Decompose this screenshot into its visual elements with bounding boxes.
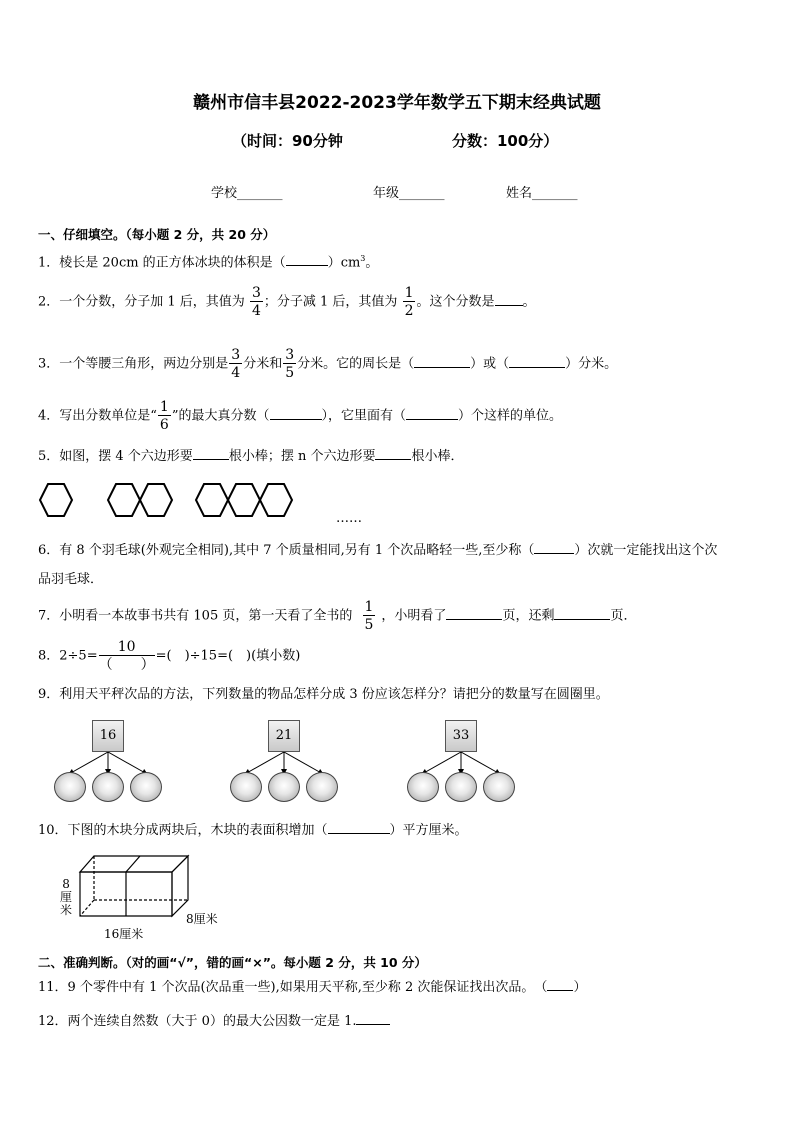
question-4 <box>38 400 562 432</box>
grade-field[interactable]: 年级_______ <box>373 186 445 201</box>
q7-text-d: 页． <box>610 608 637 624</box>
hexagon-3b <box>228 484 260 516</box>
tree-arrow <box>69 752 108 774</box>
answer-circle[interactable] <box>306 772 338 802</box>
q2-text-d: 。 <box>522 294 536 310</box>
q5-text-b: 根小棒；摆 n 个六边形要 <box>228 449 376 464</box>
answer-circle[interactable] <box>407 772 439 802</box>
answer-circle[interactable] <box>483 772 515 802</box>
q10-depth-label: 8厘米 <box>186 912 218 926</box>
q7-text-c: 页，还剩 <box>502 608 555 624</box>
q3-fraction-1: $\frac{3}{4}$ <box>231 347 241 381</box>
block-hidden-edge-2 <box>80 900 94 916</box>
q1-blank[interactable] <box>286 253 328 266</box>
q7-text-a: 7．小明看一本故事书共有 105 页，第一天看了全书的 <box>38 608 353 624</box>
q4-blank-2[interactable] <box>406 407 458 420</box>
section-1-heading: 一、仔细填空。（每小题 2 分，共 20 分） <box>38 227 276 242</box>
q1-superscript: 3 <box>360 254 366 263</box>
school-field[interactable]: 学校_______ <box>211 186 283 201</box>
q6-blank[interactable] <box>534 541 574 554</box>
hexagon-figure <box>36 478 296 524</box>
q4-blank-1[interactable] <box>270 407 322 420</box>
question-6-line-1 <box>38 541 717 560</box>
q10-blank[interactable] <box>328 821 390 834</box>
tree-number-box: 21 <box>268 720 300 752</box>
q3-text-a: 3．一个等腰三角形，两边分别是 <box>38 356 229 372</box>
wood-block-figure <box>76 852 192 918</box>
name-field[interactable]: 姓名_______ <box>506 186 578 201</box>
tree-arrow <box>461 752 500 774</box>
answer-circle[interactable] <box>230 772 262 802</box>
q6-text-a: 6．有 8 个羽毛球(外观完全相同),其中 7 个质量相同,另有 1 个次品略轻一些,至少称（ <box>38 543 535 558</box>
q5-text-c: 根小棒． <box>411 449 464 464</box>
q4-text-b: ”的最大真分数（ <box>171 408 270 424</box>
q5-text-a: 5．如图，摆 4 个六边形要 <box>38 449 193 464</box>
q7-text-b: ，小明看了 <box>381 608 447 624</box>
hexagon-3c <box>260 484 292 516</box>
question-2 <box>38 286 536 318</box>
tree-arrow <box>284 752 323 774</box>
q7-blank-1[interactable] <box>446 607 502 620</box>
q11-blank[interactable] <box>547 978 573 991</box>
hexagon-2b <box>140 484 172 516</box>
question-6-line-2: 品羽毛球． <box>38 572 104 587</box>
q10-height-label: 8 厘 米 <box>60 877 73 917</box>
q10-text-b: ）平方厘米。 <box>389 823 468 838</box>
q3-text-e: ）分米。 <box>565 356 618 372</box>
q1-text-c: 。 <box>365 255 379 271</box>
exam-time: （时间：90分钟 <box>232 132 343 150</box>
q3-fraction-2: $\frac{3}{5}$ <box>285 347 295 381</box>
answer-circle[interactable] <box>130 772 162 802</box>
q8-text-b: =( )÷15=( )(填小数) <box>155 648 301 664</box>
hexagon-1 <box>40 484 72 516</box>
q10-text-a: 10．下图的木块分成两块后，木块的表面积增加（ <box>38 823 328 838</box>
block-side-face <box>172 856 188 916</box>
answer-circle[interactable] <box>268 772 300 802</box>
q10-width-label: 16厘米 <box>104 927 144 941</box>
answer-circle[interactable] <box>92 772 124 802</box>
q8-text-a: 8．2÷5= <box>38 648 98 664</box>
tree-number-box: 16 <box>92 720 124 752</box>
question-10 <box>38 821 468 840</box>
q8-fraction: $\frac{10}{( )}$ <box>98 639 155 673</box>
q1-text-a: 1．棱长是 20cm 的正方体冰块的体积是（ <box>38 255 286 271</box>
q3-text-c: 分米。它的周长是（ <box>297 356 415 372</box>
q4-text-d: ）个这样的单位。 <box>458 408 563 424</box>
answer-circle[interactable] <box>54 772 86 802</box>
tree-arrow <box>108 752 147 774</box>
q12-text-a: 12．两个连续自然数（大于 0）的最大公因数一定是 1. <box>38 1014 357 1029</box>
question-1 <box>38 250 378 272</box>
q12-blank[interactable] <box>356 1012 390 1025</box>
answer-circle[interactable] <box>445 772 477 802</box>
q2-text-a: 2．一个分数，分子加 1 后，其值为 <box>38 294 245 310</box>
question-5 <box>38 447 463 466</box>
q5-blank-2[interactable] <box>375 447 411 460</box>
tree-number-box: 33 <box>445 720 477 752</box>
q5-ellipsis: …… <box>336 511 362 526</box>
q4-text-a: 4．写出分数单位是“ <box>38 408 157 424</box>
q3-blank-2[interactable] <box>509 355 565 368</box>
q11-text-b: ） <box>573 980 587 995</box>
q2-fraction-2: $\frac{1}{2}$ <box>404 285 414 319</box>
q7-fraction: $\frac{1}{5}$ <box>364 599 374 633</box>
tree-arrow <box>422 752 461 774</box>
q2-fraction-1: $\frac{3}{4}$ <box>251 285 261 319</box>
question-11 <box>38 978 586 997</box>
q7-blank-2[interactable] <box>554 607 610 620</box>
q3-blank-1[interactable] <box>414 355 470 368</box>
hexagon-2a <box>108 484 140 516</box>
q6-text-b: ）次就一定能找出这个次 <box>574 543 718 558</box>
q3-text-d: ）或（ <box>470 356 510 372</box>
section-2-heading: 二、准确判断。（对的画“√”，错的画“×”。每小题 2 分，共 10 分） <box>38 955 427 970</box>
hexagon-3a <box>196 484 228 516</box>
block-top-face <box>80 856 188 872</box>
q2-blank[interactable] <box>495 293 523 306</box>
q1-text-b: ）cm <box>327 255 361 271</box>
question-12 <box>38 1012 390 1031</box>
block-cut-line-top <box>126 856 140 872</box>
tree-arrow <box>245 752 284 774</box>
q5-blank-1[interactable] <box>193 447 229 460</box>
question-3 <box>38 348 617 380</box>
question-8 <box>38 640 300 672</box>
page-title: 赣州市信丰县2022-2023学年数学五下期末经典试题 <box>193 93 601 113</box>
question-7 <box>38 600 636 632</box>
q3-text-b: 分米和 <box>243 356 283 372</box>
q11-text-a: 11．9 个零件中有 1 个次品(次品重一些),如果用天平称,至少称 2 次能保证找出次品。 （ <box>38 980 548 995</box>
q4-text-c: ），它里面有（ <box>321 408 407 424</box>
q4-fraction: $\frac{1}{6}$ <box>159 399 169 433</box>
question-9: 9．利用天平秤次品的方法，下列数量的物品怎样分成 3 份应该怎样分？请把分的数量写在圆圈里。 <box>38 687 609 702</box>
q2-text-b: ；分子减 1 后，其值为 <box>263 294 398 310</box>
exam-score: 分数：100分） <box>452 132 559 150</box>
q2-text-c: 。这个分数是 <box>416 294 495 310</box>
